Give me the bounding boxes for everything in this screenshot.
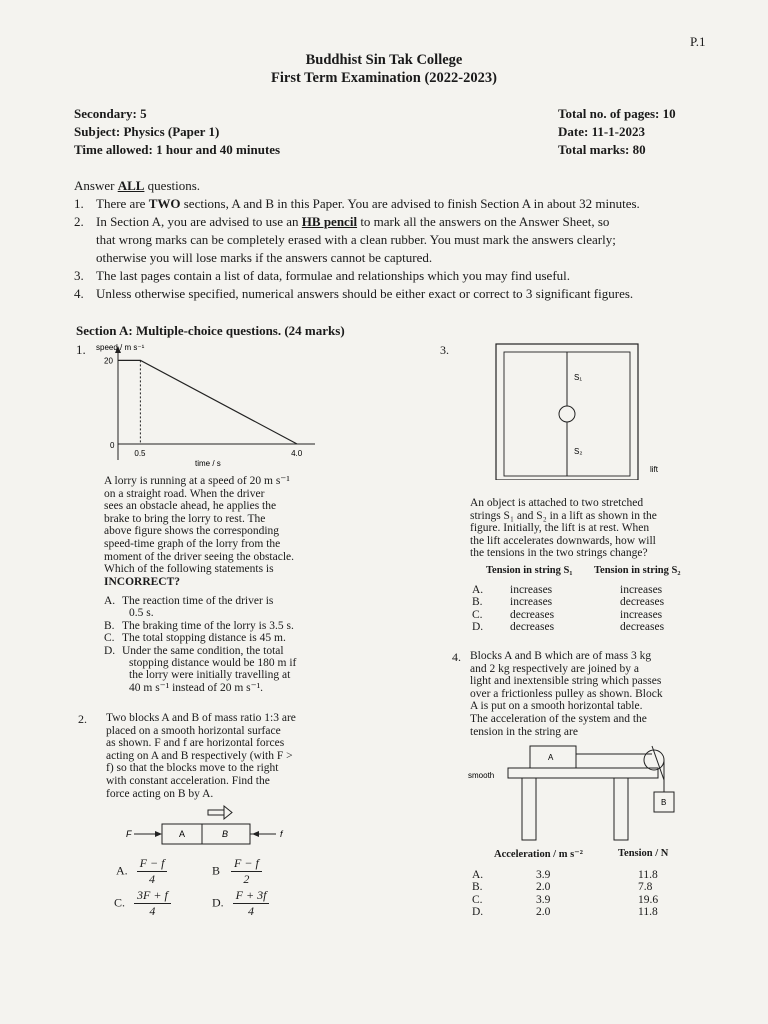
block-a-label: A xyxy=(179,829,186,839)
subject-label: Subject: Physics (Paper 1) xyxy=(74,124,220,139)
q3-number: 3. xyxy=(440,343,449,357)
q2-option-d: D. $\frac{F + 3f}{4}$ xyxy=(212,888,269,919)
q4-stem: Blocks A and B which are of mass 3 kg and 2 kg respectively are joined by a light and inextensible string which passes over a frictionless pulley as shown. Block A is put on a smooth horizontal table. The acceleration of the system and the tension in the string are xyxy=(470,650,663,738)
speed-time-line xyxy=(118,360,297,444)
q3-option-b: B. increases decreases xyxy=(472,596,665,608)
q2-stem: Two blocks A and B of mass ratio 1:3 are placed on a smooth horizontal surface as shown. F and f are horizontal forces acting on A and B respectively (with F > f) so that the blocks move to the right with constant acceleration. Find the force acting on B by A. xyxy=(106,712,296,800)
lift-diagram xyxy=(490,340,670,480)
q3-option-d: D. decreases decreases xyxy=(472,621,665,633)
total-pages-label: Total no. of pages: 10 xyxy=(558,106,676,121)
x-tick-4.0: 4.0 xyxy=(291,449,303,458)
q2-option-b: B $\frac{F - f}{2}$ xyxy=(212,856,262,887)
date-label: Date: 11-1-2023 xyxy=(558,124,646,139)
motion-direction-icon xyxy=(208,806,232,819)
block-b-label: B xyxy=(222,829,229,839)
q4-option-a: A. 3.9 11.8 xyxy=(472,868,658,881)
pulley-diagram xyxy=(466,740,696,850)
q1-option-b: B. The braking time of the lorry is 3.5 s. xyxy=(104,619,294,632)
q4-col1-header: Acceleration / m s⁻² xyxy=(494,849,583,860)
q4-option-c: C. 3.9 19.6 xyxy=(472,893,659,906)
q1-stem: A lorry is running at a speed of 20 m s⁻¹ on a straight road. When the driver sees an obstacle ahead, he applies the brake to bring the lorry to rest. The above figure shows the corresponding speed-time graph of the lorry from the moment of the driver seeing the obstacle. Which of the following statements is INCORRECT? xyxy=(104,475,344,588)
instructions xyxy=(74,177,754,303)
q1-number: 1. xyxy=(76,342,86,357)
y-axis-label: speed / m s⁻¹ xyxy=(96,343,145,352)
force-f-label: f xyxy=(280,829,283,839)
lift-label: lift xyxy=(650,465,658,474)
q3-col2-header: Tension in string S₂ xyxy=(594,565,681,576)
block-b-label: B xyxy=(661,798,667,807)
x-tick-0.5: 0.5 xyxy=(134,449,146,458)
q4-number: 4. xyxy=(452,650,461,664)
q3-option-a: A. increases increases xyxy=(472,583,663,596)
q1-option-c: C. The total stopping distance is 45 m. xyxy=(104,632,286,645)
q3-option-c: C. decreases increases xyxy=(472,608,663,621)
instructions-intro: Answer ALL questions. xyxy=(74,178,201,193)
q4-option-b: B. 2.0 7.8 xyxy=(472,881,653,893)
table-top xyxy=(508,768,658,778)
q1-options: A. The reaction time of the driver is 0.5 s. B. The braking time of the lorry is 3.5 s. C. The total stopping distance is 45 m. D. Under the same condition, the total stopping distance would be 180 m if the lorry were initially travelling at 40 m s⁻¹ instead of 20 m s⁻¹. xyxy=(104,595,354,694)
q4-col2-header: Tension / N xyxy=(618,848,669,859)
q1-keyword: INCORRECT? xyxy=(104,575,181,588)
instruction-item-2-cont2: otherwise you will lose marks if the answers cannot be captured. xyxy=(96,250,433,265)
page-number: P.1 xyxy=(690,34,706,49)
x-axis-label: time / s xyxy=(195,459,221,468)
y-tick-20: 20 xyxy=(104,356,113,366)
instruction-item-3: 3. The last pages contain a list of data, formulae and relationships which you may find useful. xyxy=(74,268,571,283)
y-tick-0: 0 xyxy=(110,441,115,450)
q1-option-a: A. The reaction time of the driver is xyxy=(104,595,274,607)
school-title: Buddhist Sin Tak College xyxy=(305,52,463,68)
q2-option-a: A. $\frac{F - f}{4}$ xyxy=(116,856,167,887)
smooth-label: smooth xyxy=(468,771,495,780)
q3-stem: An object is attached to two stretched strings S₁ and S₂ in a lift as shown in the figure. Initially, the lift is at rest. When the lift accelerates downwards, how will the tensions in the two strings change? xyxy=(470,497,657,560)
total-marks-label: Total marks: 80 xyxy=(558,142,646,157)
hanging-object xyxy=(559,406,575,422)
q3-options-table xyxy=(470,565,710,634)
blocks-diagram xyxy=(120,804,300,848)
q1-option-d: D. Under the same condition, the total xyxy=(104,644,284,657)
table-leg-left xyxy=(522,778,536,840)
q4-options-table xyxy=(470,848,710,919)
force-F-label: F xyxy=(126,829,132,839)
s1-label: S₁ xyxy=(574,373,583,382)
section-a-heading: Section A: Multiple-choice questions. (24 marks) xyxy=(76,323,345,338)
q4-option-d: D. 2.0 11.8 xyxy=(472,906,658,918)
q2-option-c: C. $\frac{3F + f}{4}$ xyxy=(114,888,171,919)
block-a-label: A xyxy=(548,753,554,762)
table-leg-right xyxy=(614,778,628,840)
instruction-item-1: 1. There are TWO sections, A and B in this Paper. You are advised to finish Section A in about 32 minutes. xyxy=(74,196,640,211)
instruction-item-4: 4. Unless otherwise specified, numerical answers should be either exact or correct to 3 significant figures. xyxy=(74,286,634,301)
q3-col1-header: Tension in string S₁ xyxy=(486,565,573,576)
instruction-item-2: 2. In Section A, you are advised to use an HB pencil to mark all the answers on the Answer Sheet, so xyxy=(74,214,610,229)
s2-label: S₂ xyxy=(574,447,583,456)
time-allowed-label: Time allowed: 1 hour and 40 minutes xyxy=(74,142,281,157)
q2-number: 2. xyxy=(78,712,87,726)
exam-title: First Term Examination (2022-2023) xyxy=(271,70,497,86)
speed-time-graph xyxy=(90,340,330,470)
instruction-item-2-cont1: that wrong marks can be completely erased with a clean rubber. You must mark the answers clearly; xyxy=(96,232,616,247)
secondary-label: Secondary: 5 xyxy=(74,106,147,121)
